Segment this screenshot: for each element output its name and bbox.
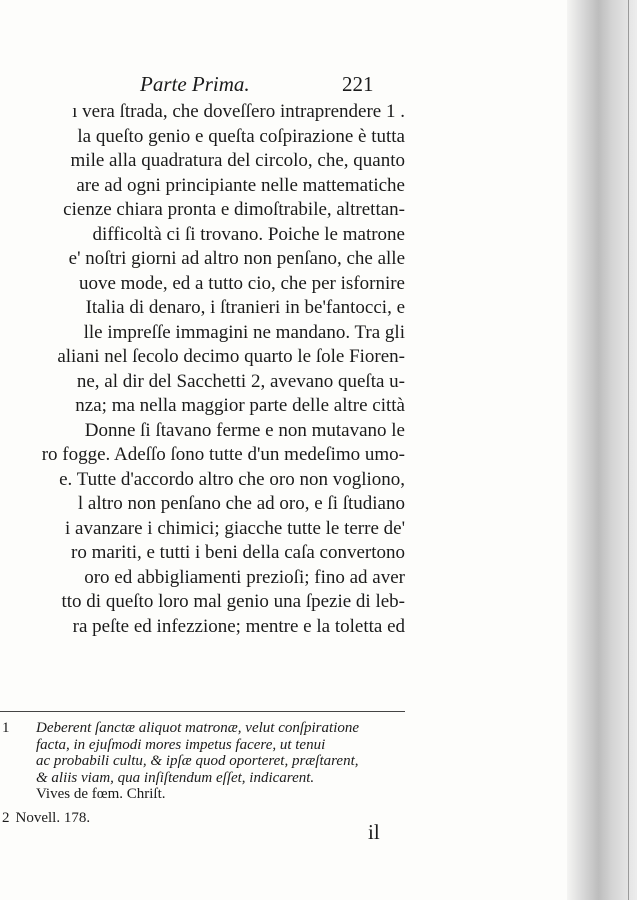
footnote-1 [0, 720, 405, 803]
text-line: ro fogge. Adeſſo ſono tutte d'un medeſimo umo- [41, 444, 405, 465]
text-line: difficoltà ci ſi trovano. Poiche le matrone [92, 223, 405, 245]
footnote-text: facta, in ejuſmodi mores impetus facere, ut tenui [36, 736, 326, 753]
footnote-text: & aliis viam, qua inſiſtendum eſſet, indicarent. [36, 769, 315, 786]
page-edge-line [628, 0, 629, 900]
footnote-number: 1 [2, 720, 10, 736]
text-line: oro ed abbigliamenti prezioſi; fino ad aver [84, 566, 405, 588]
text-line: i avanzare i chimici; giacche tutte le terre de' [65, 517, 405, 539]
text-line: la queſto genio e queſta coſpirazione è tutta [77, 125, 405, 147]
running-header [0, 72, 560, 102]
footnote-line [0, 786, 405, 803]
text-line: mile alla quadratura del circolo, che, quanto [70, 150, 405, 171]
text-line: uove mode, ed a tutto cio, che per isfornire [78, 272, 405, 294]
text-line: are ad ogni principiante nelle mattematiche [76, 174, 405, 196]
body-text [0, 100, 405, 639]
footnote-rule [0, 711, 405, 712]
footnote-number: 2 [2, 810, 10, 826]
text-line: cienze chiara pronta e dimoſtrabile, altrettan- [63, 199, 405, 220]
page-number: 221 [342, 72, 374, 96]
text-line: lle impreſſe immagini ne mandano. Tra gli [83, 321, 405, 343]
text-line: tto di queſto loro mal genio una ſpezie di leb- [61, 591, 405, 612]
page-edge-shadow [567, 0, 637, 900]
text-line: e. Tutte d'accordo altro che oro non vogliono, [59, 468, 405, 490]
footnote-line [0, 720, 405, 737]
footnote-text: Novell. 178. [15, 810, 91, 826]
text-line: nza; ma nella maggior parte delle altre città [75, 395, 405, 416]
footnote-text: ac probabili cultu, & ipſæ quod oporteret, præſtarent, [36, 753, 359, 769]
text-line: ra peſte ed infezzione; mentre e la toletta ed [72, 615, 405, 637]
footnote-text: Deberent ſanctæ aliquot matronæ, velut conſpiratione [36, 720, 360, 736]
text-line: ı vera ſtrada, che doveſſero intraprendere 1 . [72, 101, 405, 122]
text-line: aliani nel ſecolo decimo quarto le ſole Fioren- [57, 346, 405, 367]
text-line: e' noſtri giorni ad altro non penſano, che alle [68, 248, 405, 269]
text-line: l altro non penſano che ad oro, e ſi ſtudiano [77, 493, 405, 514]
text-line: Italia di denaro, i ſtranieri in be'fantocci, e [85, 297, 405, 318]
footnote-source: Vives de fœm. Chriſt. [36, 786, 166, 802]
footnote-line [0, 753, 405, 770]
text-line: Donne ſi ſtavano ferme e non mutavano le [84, 419, 405, 441]
footnote-line [0, 737, 405, 754]
header-title: Parte Prima. [140, 72, 250, 96]
footnote-line [0, 770, 405, 787]
text-line: ne, al dir del Sacchetti 2, avevano queſta u- [76, 370, 405, 392]
text-line: ro mariti, e tutti i beni della caſa convertono [71, 542, 405, 563]
footnote-2 [2, 810, 90, 827]
catchword: il [368, 820, 380, 844]
